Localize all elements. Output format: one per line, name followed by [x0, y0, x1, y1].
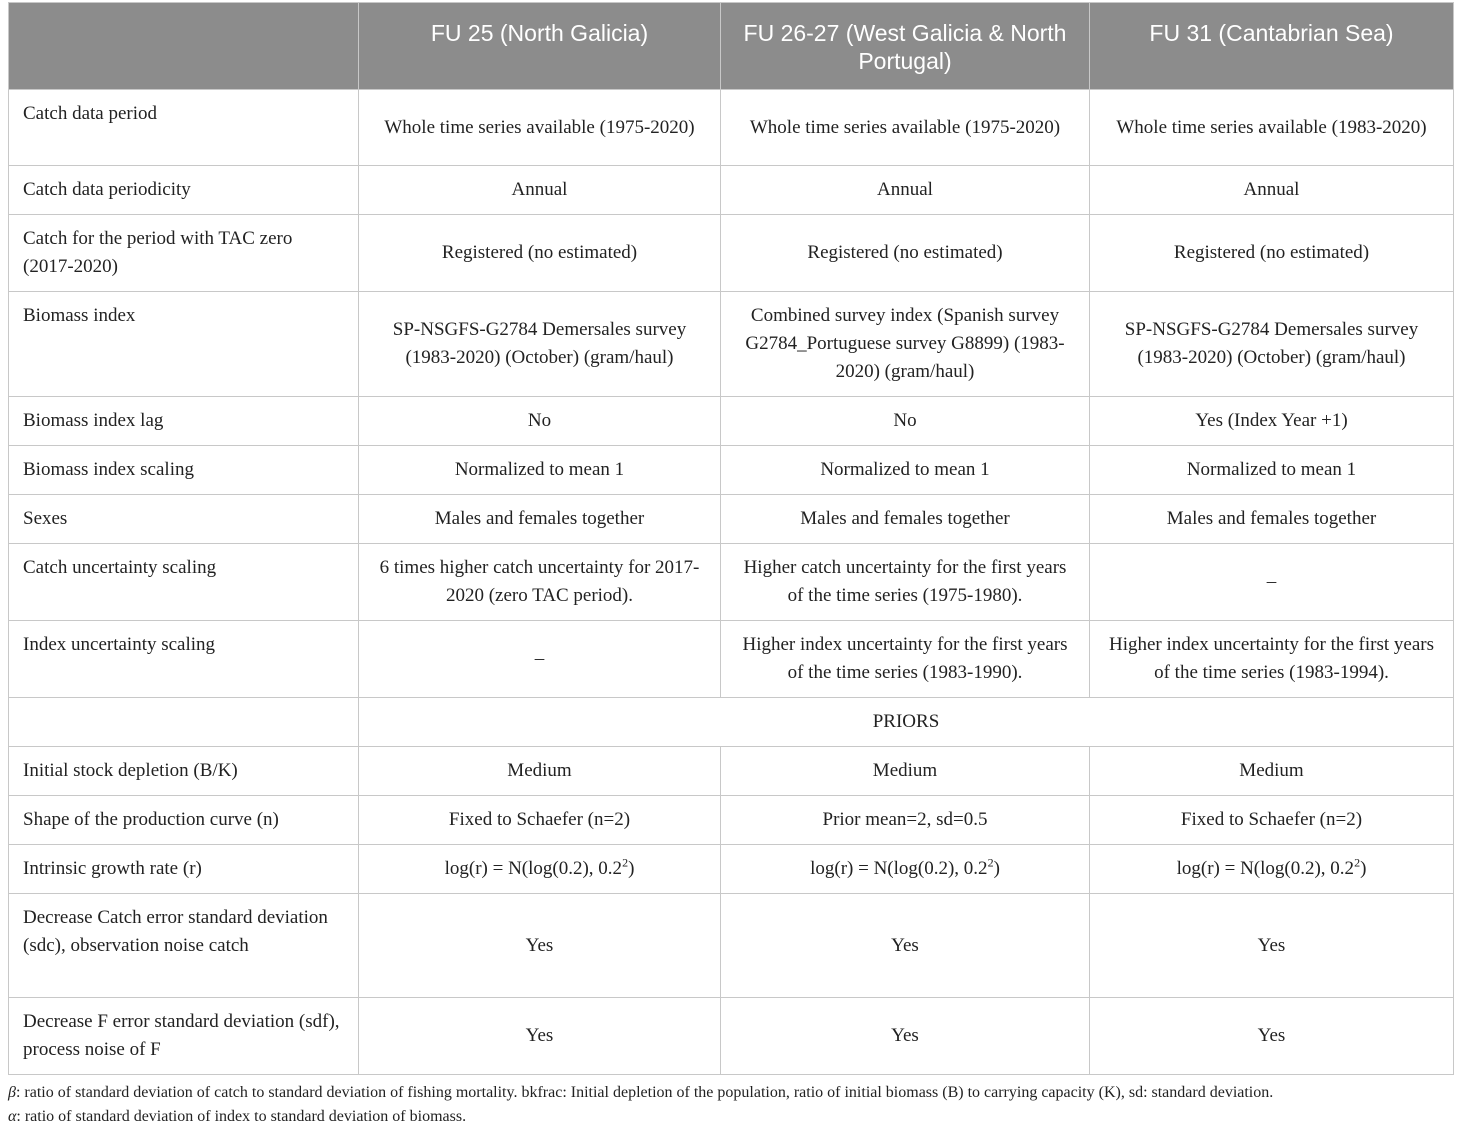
table-row: [9, 292, 1454, 397]
table-cell: Medium: [1090, 747, 1454, 796]
table-cell: Annual: [721, 166, 1090, 215]
table-row: [9, 747, 1454, 796]
table-cell: Males and females together: [721, 495, 1090, 544]
table-row: [9, 166, 1454, 215]
row-label: Initial stock depletion (B/K): [9, 747, 359, 796]
table-cell: –: [359, 621, 721, 698]
table-footnotes: [8, 1081, 1453, 1129]
row-label: Shape of the production curve (n): [9, 796, 359, 845]
table-cell: Yes: [359, 998, 721, 1075]
table-cell: Normalized to mean 1: [1090, 446, 1454, 495]
table-cell: Yes (Index Year +1): [1090, 397, 1454, 446]
table-cell: [1090, 845, 1454, 894]
header-row: [9, 3, 1454, 90]
table-cell: Yes: [1090, 894, 1454, 998]
table-cell: Whole time series available (1983-2020): [1090, 90, 1454, 166]
row-label: Catch data period: [9, 90, 359, 166]
table-cell: Combined survey index (Spanish survey G2784_Portuguese survey G8899) (1983-2020) (gram/haul): [721, 292, 1090, 397]
table-row: [9, 621, 1454, 698]
header-cell-empty: [9, 3, 359, 90]
row-label: Catch for the period with TAC zero (2017-2020): [9, 215, 359, 292]
formula-superscript: 2: [622, 855, 629, 870]
formula-suffix: ): [1360, 858, 1367, 879]
table-cell: Whole time series available (1975-2020): [721, 90, 1090, 166]
table-cell: Yes: [1090, 998, 1454, 1075]
formula-superscript: 2: [987, 855, 994, 870]
header-fu25: FU 25 (North Galicia): [359, 3, 721, 90]
priors-label: PRIORS: [359, 698, 1454, 747]
table-cell: [721, 845, 1090, 894]
header-fu31: FU 31 (Cantabrian Sea): [1090, 3, 1454, 90]
table-row: [9, 796, 1454, 845]
table-cell: Higher index uncertainty for the first years of the time series (1983-1990).: [721, 621, 1090, 698]
row-label: Index uncertainty scaling: [9, 621, 359, 698]
table-cell: SP-NSGFS-G2784 Demersales survey (1983-2020) (October) (gram/haul): [1090, 292, 1454, 397]
row-label: Sexes: [9, 495, 359, 544]
table-cell: Normalized to mean 1: [359, 446, 721, 495]
table-cell: Normalized to mean 1: [721, 446, 1090, 495]
table-cell: Yes: [721, 998, 1090, 1075]
table-cell: Higher catch uncertainty for the first years of the time series (1975-1980).: [721, 544, 1090, 621]
table-cell: Medium: [359, 747, 721, 796]
formula-superscript: 2: [1354, 855, 1361, 870]
table-cell: Medium: [721, 747, 1090, 796]
table-cell: Males and females together: [359, 495, 721, 544]
table-row: [9, 845, 1454, 894]
formula-suffix: ): [628, 858, 635, 879]
table-cell: Annual: [1090, 166, 1454, 215]
table-row: [9, 90, 1454, 166]
beta-symbol: β: [8, 1084, 16, 1101]
formula-suffix: ): [993, 858, 1000, 879]
row-label: Decrease F error standard deviation (sdf), process noise of F: [9, 998, 359, 1075]
table-cell: 6 times higher catch uncertainty for 2017-2020 (zero TAC period).: [359, 544, 721, 621]
formula-text: log(r) = N(log(0.2), 0.2: [1176, 858, 1355, 879]
table-row: [9, 215, 1454, 292]
table-row: [9, 544, 1454, 621]
table-cell: Registered (no estimated): [1090, 215, 1454, 292]
table-cell: Yes: [721, 894, 1090, 998]
document: [8, 2, 1453, 1129]
footnote-alpha-text: : ratio of standard deviation of index to standard deviation of biomass.: [16, 1108, 467, 1125]
model-settings-table: [8, 2, 1454, 1075]
table-cell: –: [1090, 544, 1454, 621]
table-cell: Fixed to Schaefer (n=2): [1090, 796, 1454, 845]
row-label: Catch uncertainty scaling: [9, 544, 359, 621]
table-cell: Males and females together: [1090, 495, 1454, 544]
footnote-beta-text: : ratio of standard deviation of catch to standard deviation of fishing mortality. bkfrac: Initial depletion of the population, ratio of initial biomass (B) to carrying capacity (K), sd: standard deviation.: [15, 1084, 1274, 1101]
table-cell: Registered (no estimated): [721, 215, 1090, 292]
row-label: Biomass index scaling: [9, 446, 359, 495]
formula-text: log(r) = N(log(0.2), 0.2: [444, 858, 623, 879]
table-cell: Whole time series available (1975-2020): [359, 90, 721, 166]
priors-section-row: [9, 698, 1454, 747]
table-row: [9, 894, 1454, 998]
table-cell: Prior mean=2, sd=0.5: [721, 796, 1090, 845]
table-cell: No: [359, 397, 721, 446]
table-cell: Fixed to Schaefer (n=2): [359, 796, 721, 845]
table-cell: Registered (no estimated): [359, 215, 721, 292]
row-label: Biomass index lag: [9, 397, 359, 446]
table-cell: Annual: [359, 166, 721, 215]
table-cell: Higher index uncertainty for the first years of the time series (1983-1994).: [1090, 621, 1454, 698]
table-cell: No: [721, 397, 1090, 446]
row-label: Biomass index: [9, 292, 359, 397]
table-row: [9, 998, 1454, 1075]
table-cell: Yes: [359, 894, 721, 998]
row-label: Catch data periodicity: [9, 166, 359, 215]
footnote-alpha: [8, 1105, 1453, 1129]
table-cell: [359, 845, 721, 894]
row-label: Intrinsic growth rate (r): [9, 845, 359, 894]
table-cell: SP-NSGFS-G2784 Demersales survey (1983-2020) (October) (gram/haul): [359, 292, 721, 397]
row-label: Decrease Catch error standard deviation (sdc), observation noise catch: [9, 894, 359, 998]
row-label-empty: [9, 698, 359, 747]
table-row: [9, 397, 1454, 446]
table-row: [9, 495, 1454, 544]
formula-text: log(r) = N(log(0.2), 0.2: [810, 858, 988, 879]
table-row: [9, 446, 1454, 495]
header-fu26-27: FU 26-27 (West Galicia & North Portugal): [721, 3, 1090, 90]
alpha-symbol: α: [8, 1108, 17, 1125]
footnote-beta: [8, 1081, 1453, 1105]
